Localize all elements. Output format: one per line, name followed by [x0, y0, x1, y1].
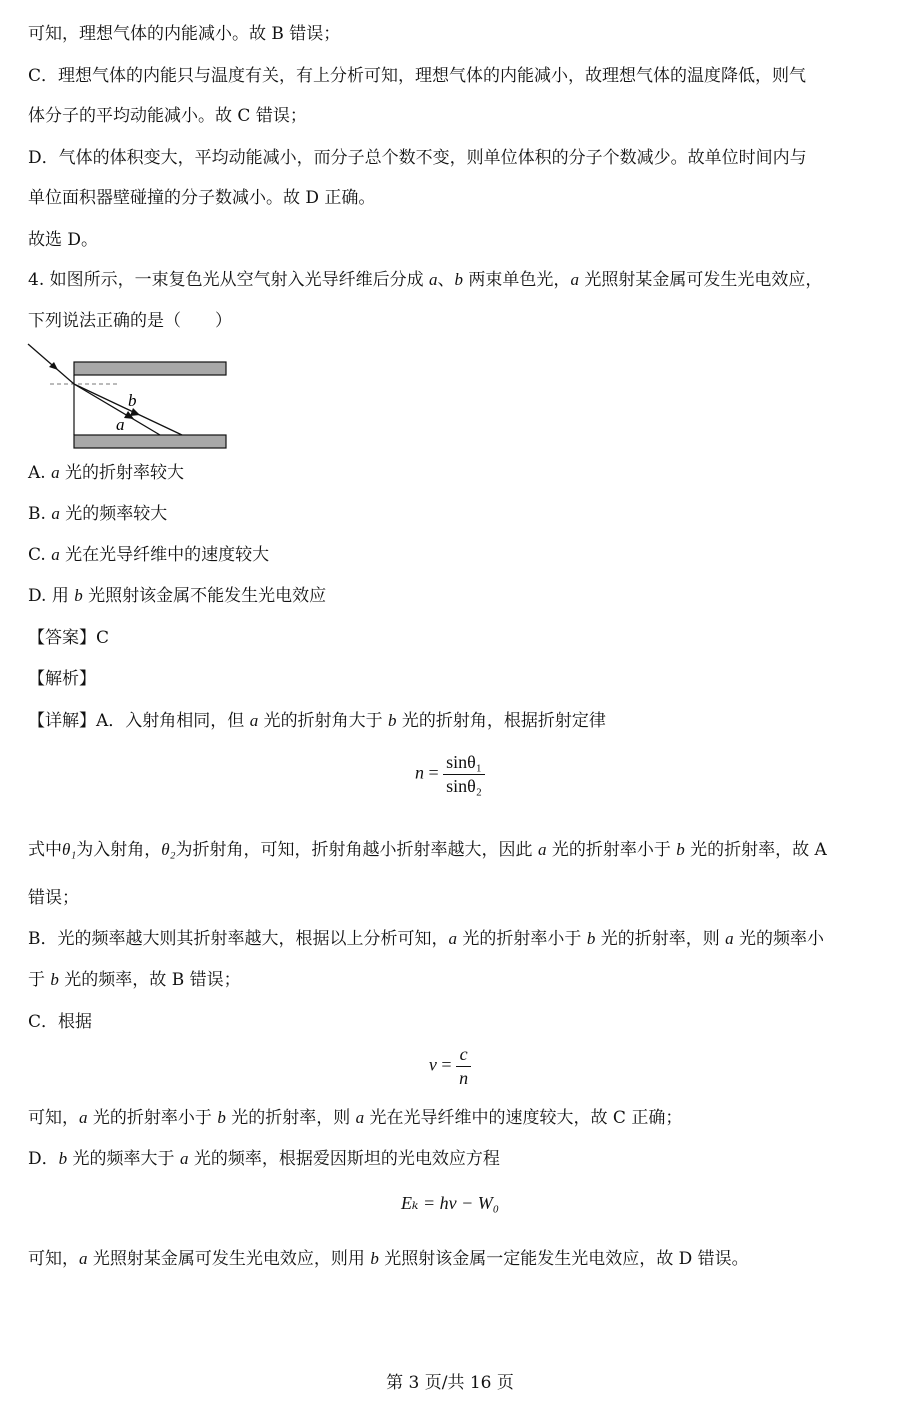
prev-text-line-3: 体分子的平均动能减小。故 C 错误；: [28, 106, 307, 126]
stem-sep: 、: [437, 270, 455, 290]
question-number: 4.: [28, 270, 50, 290]
optical-fiber-figure: [20, 336, 240, 454]
label-a: a: [116, 415, 125, 434]
var-b: b: [454, 270, 464, 289]
option-d: D. 用 b 光照射该金属不能发生光电效应: [28, 586, 327, 606]
var-a: a: [570, 270, 579, 289]
prev-text-line-1: 可知，理想气体的内能减小。故 B 错误；: [28, 24, 341, 44]
detail-line-2: 式中θ₁为入射角，θ₂为折射角，可知，折射角越小折射率越大，因此 a 光的折射率小于 b 光的折射率，故 A: [28, 840, 827, 860]
prev-text-line-2: C．理想气体的内能只与温度有关，有上分析可知，理想气体的内能减小，故理想气体的温度降低，则气: [28, 66, 807, 86]
answer-label: 【答案】: [28, 628, 96, 648]
detail-line-6: C．根据: [28, 1012, 93, 1032]
option-c: C. a 光在光导纤维中的速度较大: [28, 545, 270, 565]
prev-conclusion: 故选 D。: [28, 230, 99, 250]
var-a: a: [429, 270, 438, 289]
stem-text: 光照射某金属可发生光电效应，: [578, 270, 823, 290]
formula-velocity: v = $\frac{c}{n}$: [0, 1044, 900, 1089]
detail-line-5: 于 b 光的频率，故 B 错误；: [28, 970, 241, 990]
stem-text: 两束单色光，: [463, 270, 571, 290]
prev-text-line-4: D．气体的体积变大，平均动能减小，而分子总个数不变，则单位体积的分子个数减少。故单位时间内与: [28, 148, 807, 168]
detail-line-9: 可知，a 光照射某金属可发生光电效应，则用 b 光照射该金属一定能发生光电效应，故 D 错误。: [28, 1249, 749, 1269]
prev-text-line-5: 单位面积器壁碰撞的分子数减小。故 D 正确。: [28, 188, 376, 208]
option-b: B. a 光的频率较大: [28, 504, 168, 524]
question-stem-line-1: [28, 268, 822, 292]
detail-line-1: 【详解】A．入射角相同，但 a 光的折射角大于 b 光的折射角，根据折射定律: [28, 711, 606, 731]
stem-text: 如图所示，一束复色光从空气射入光导纤维后分成: [49, 270, 430, 290]
formula-photoelectric: Eₖ = hν − W₀: [400, 1193, 500, 1213]
option-a: A. a 光的折射率较大: [28, 463, 184, 483]
detail-line-3: 错误；: [28, 888, 79, 908]
detail-label: 【详解】: [28, 711, 96, 731]
page-footer: 第 3 页/共 16 页: [386, 1373, 514, 1393]
detail-line-8: D．b 光的频率大于 a 光的频率，根据爱因斯坦的光电效应方程: [28, 1149, 500, 1169]
answer-value: C: [96, 628, 110, 648]
fiber-bottom-wall: [74, 435, 226, 448]
detail-line-7: 可知，a 光的折射率小于 b 光的折射率，则 a 光在光导纤维中的速度较大，故 C 正确；: [28, 1108, 683, 1128]
fiber-top-wall: [74, 362, 226, 375]
analysis-label: 【解析】: [28, 669, 96, 689]
incident-ray: [28, 344, 74, 384]
answer-line: [28, 626, 109, 650]
label-b: b: [128, 391, 137, 410]
formula-refraction: n = $\frac{\text{sinθ₁}}{\text{sinθ₂}}$: [0, 752, 900, 797]
question-stem-line-2: 下列说法正确的是（ ）: [28, 311, 232, 331]
detail-line-4: B．光的频率越大则其折射率越大，根据以上分析可知，a 光的折射率小于 b 光的折射率，则 a 光的频率小: [28, 929, 825, 949]
